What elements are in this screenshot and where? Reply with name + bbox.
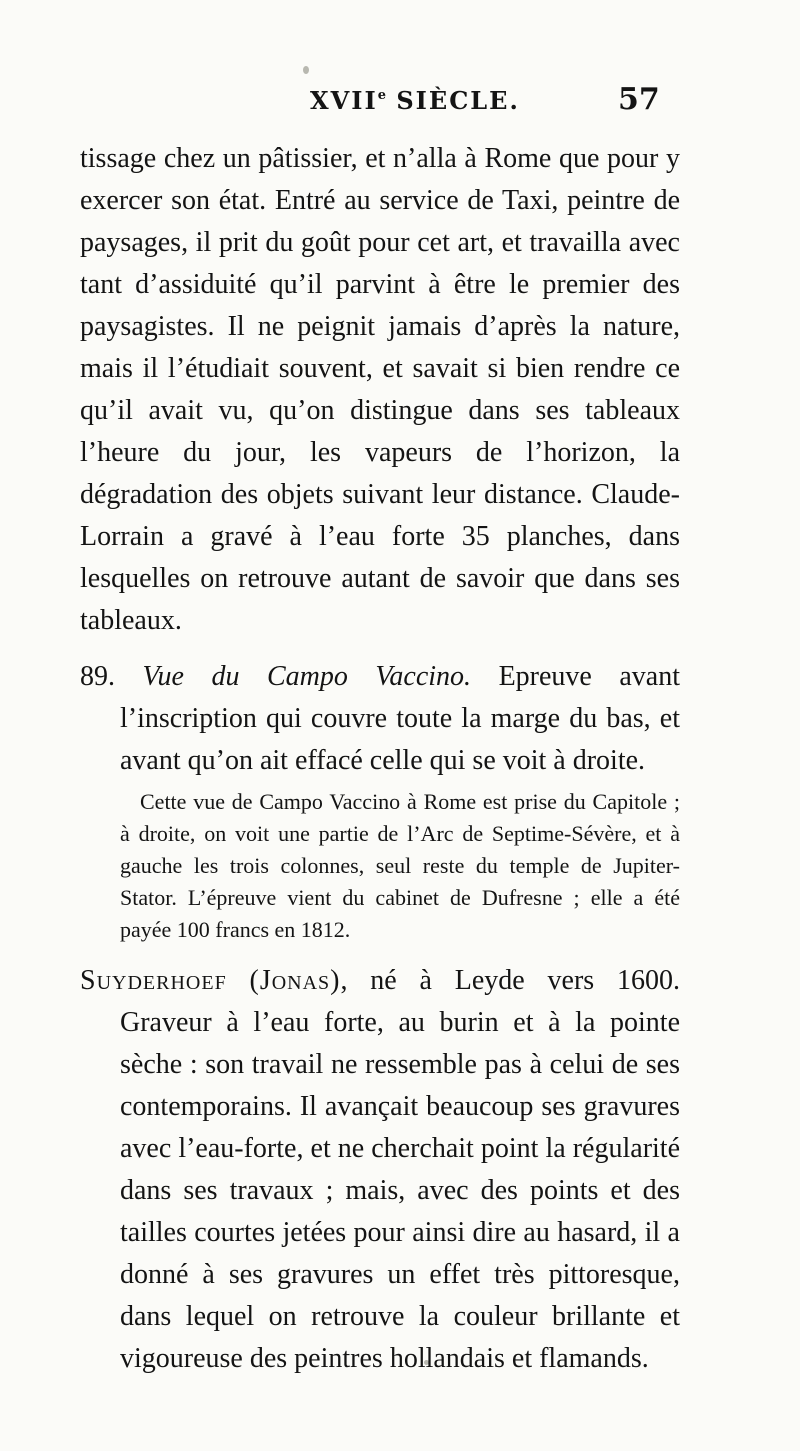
paragraph-claude-lorrain: tissage chez un pâtissier, et n’alla à Rome que pour y exercer son état. Entré au service de Taxi, peintre de paysages, il prit du goût pour cet art, et travailla avec tant d’assiduité qu’il parvint à être le premier des paysagistes. Il ne peignit jamais d’après la nature, mais il l’étudiait souvent, et savait si bien rendre ce qu’il avait vu, qu’on distingue dans ses tableaux l’heure du jour, les vapeurs de l’horizon, la dégradation des objets suivant leur distance. Claude-Lorrain a gravé à l’eau forte 35 planches, dans lesquelles on retrouve autant de savoir que dans ses tableaux. bbox=[80, 143, 680, 636]
body-text bbox=[80, 138, 680, 1380]
century-label: SIÈCLE. bbox=[396, 86, 520, 115]
artist-name: Suyderhoef bbox=[80, 965, 227, 996]
page-number: 57 bbox=[618, 82, 660, 117]
paper-speck bbox=[303, 66, 309, 74]
catalogue-entry-89 bbox=[80, 656, 680, 782]
artist-entry-suyderhoef bbox=[80, 960, 680, 1380]
running-head bbox=[310, 86, 520, 115]
entry-number: 89. bbox=[80, 661, 115, 692]
entry-text: Epreuve avant l’inscription qui couvre toute la marge du bas, et avant qu’on ait effacé celle qui se voit à droite. bbox=[120, 661, 680, 776]
running-header bbox=[0, 82, 800, 126]
artist-text: , né à Leyde vers 1600. Graveur à l’eau forte, au burin et à la pointe sèche : son travail ne ressemble pas à celui de ses contemporains. Il avançait beaucoup ses gravures avec l’eau-forte, et ne cherchait point la régularité dans ses travaux ; mais, avec des points et des tailles courtes jetées pour ainsi dire au hasard, il a donné à ses gravures un effet très pittoresque, dans lequel on retrouve la couleur brillante et vigoureuse des peintres hollandais et flamands. bbox=[120, 965, 680, 1374]
century-superscript: e bbox=[377, 88, 386, 103]
artist-given-name: (Jonas) bbox=[249, 965, 341, 996]
century-numeral: XVII bbox=[310, 86, 378, 115]
entry-title: Vue du Campo Vaccino. bbox=[142, 661, 472, 692]
entry-note: Cette vue de Campo Vaccino à Rome est prise du Capitole ; à droite, on voit une partie de l’Arc de Septime-Sévère, et à gauche les trois colonnes, seul reste du temple de Jupiter-Stator. L’épreuve vient du cabinet de Dufresne ; elle a été payée 100 francs en 1812. bbox=[120, 789, 680, 942]
